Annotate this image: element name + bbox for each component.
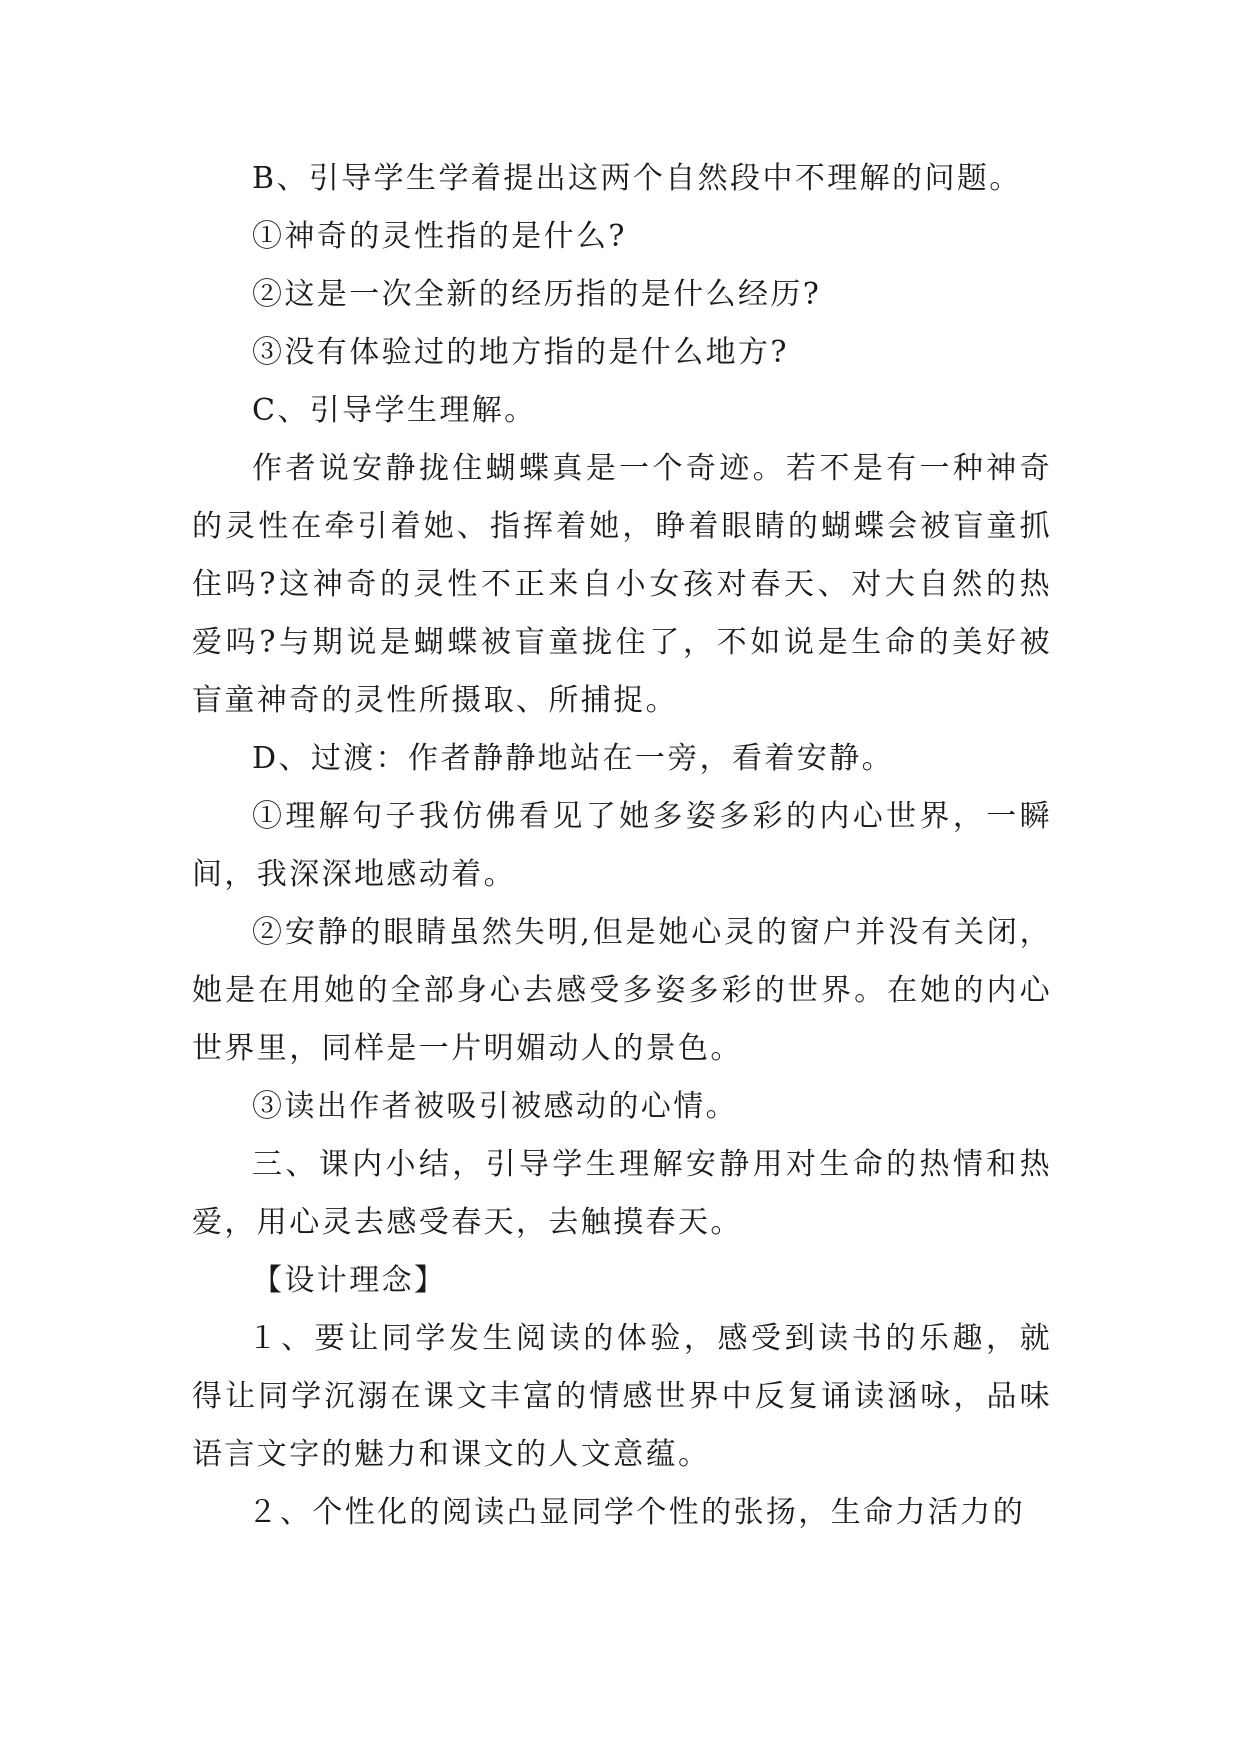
paragraph-author-miracle: 作者说安静拢住蝴蝶真是一个奇迹。若不是有一种神奇的灵性在牵引着她、指挥着她，睁着眼睛的蝴蝶会被盲童抓住吗?这神奇的灵性不正来自小女孩对春天、对大自然的热爱吗?与期说是蝴蝶被盲童拢住了，不如说是生命的美好被盲童神奇的灵性所摄取、所捕捉。 (192, 451, 1052, 718)
paragraph-c-guide-understand: C、引导学生理解。 (252, 393, 537, 428)
paragraph-question-2: ②这是一次全新的经历指的是什么经历? (252, 277, 822, 312)
paragraph-b-guide-questions: B、引导学生学着提出这两个自然段中不理解的问题。 (252, 161, 1022, 196)
paragraph-eyes-blind: ②安静的眼睛虽然失明,但是她心灵的窗户并没有关闭，她是在用她的全部身心去感受多姿多彩的世界。在她的内心世界里，同样是一片明媚动人的景色。 (192, 915, 1052, 1066)
paragraph-question-1: ①神奇的灵性指的是什么? (252, 219, 627, 254)
paragraph-read-feeling: ③读出作者被吸引被感动的心情。 (252, 1089, 738, 1124)
heading-design-concept: 【设计理念】 (252, 1263, 447, 1298)
paragraph-question-3: ③没有体验过的地方指的是什么地方? (252, 335, 789, 370)
paragraph-summary: 三、课内小结，引导学生理解安静用对生命的热情和热爱，用心灵去感受春天，去触摸春天。 (192, 1147, 1052, 1240)
document-page (192, 150, 1052, 1542)
paragraph-concept-1: １、要让同学发生阅读的体验，感受到读书的乐趣，就得让同学沉溺在课文丰富的情感世界中反复诵读涵咏，品味语言文字的魅力和课文的人文意蕴。 (192, 1321, 1052, 1472)
paragraph-d-transition: D、过渡：作者静静地站在一旁，看着安静。 (252, 741, 895, 776)
paragraph-understand-sentence: ①理解句子我仿佛看见了她多姿多彩的内心世界，一瞬间，我深深地感动着。 (192, 799, 1052, 892)
paragraph-concept-2: ２、个性化的阅读凸显同学个性的张扬，生命力活力的 (247, 1495, 1026, 1530)
